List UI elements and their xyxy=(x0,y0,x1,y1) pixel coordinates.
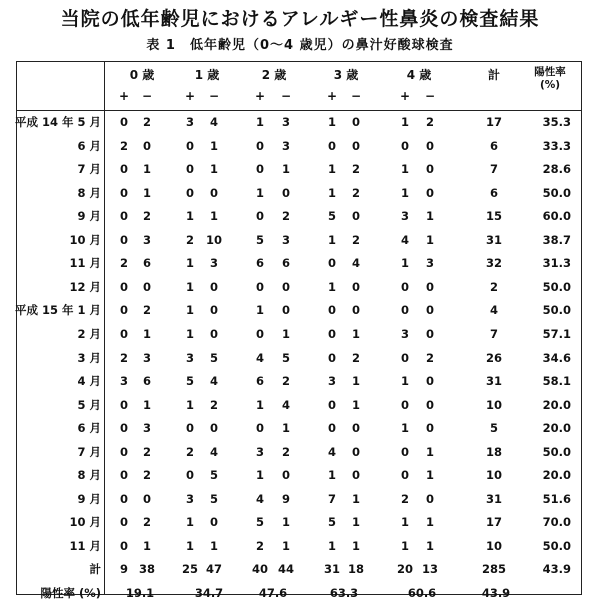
table-cell: 1 xyxy=(281,326,291,341)
table-cell: 2 xyxy=(119,256,129,271)
table-cell: 0 xyxy=(400,350,410,365)
rate-cell: 50.0 xyxy=(542,538,571,553)
table-cell: 1 xyxy=(351,374,361,389)
table-cell: 6 xyxy=(281,256,291,271)
table-cell: 47 xyxy=(205,562,223,577)
row-label: 平成 14 年 5 月 xyxy=(14,115,101,129)
total-cell: 6 xyxy=(489,138,499,153)
header-divider xyxy=(17,110,581,111)
minus-header: − xyxy=(208,89,220,103)
table-cell: 0 xyxy=(351,421,361,436)
table-cell: 0 xyxy=(425,303,435,318)
table-cell: 3 xyxy=(327,374,337,389)
table-cell: 0 xyxy=(281,185,291,200)
table-cell: 1 xyxy=(327,115,337,129)
table-cell: 1 xyxy=(351,491,361,506)
rate-cell: 34.6 xyxy=(542,350,571,365)
table-cell: 1 xyxy=(185,515,195,530)
table-cell: 2 xyxy=(119,350,129,365)
total-cell: 17 xyxy=(485,115,503,129)
table-cell: 6 xyxy=(142,256,152,271)
table-cell: 0 xyxy=(119,515,129,530)
table-cell: 0 xyxy=(142,138,152,153)
age-header: 4 歳 xyxy=(406,68,432,82)
table-cell: 1 xyxy=(327,232,337,247)
table-cell: 1 xyxy=(351,397,361,412)
table-cell: 5 xyxy=(255,515,265,530)
table-cell: 4 xyxy=(281,397,291,412)
table-cell: 1 xyxy=(400,162,410,177)
table-cell: 3 xyxy=(281,232,291,247)
row-label: 12 月 xyxy=(69,279,101,294)
table-cell: 0 xyxy=(425,162,435,177)
table-cell: 4 xyxy=(209,444,219,459)
table-cell: 0 xyxy=(185,162,195,177)
row-label: 7 月 xyxy=(77,162,101,177)
rate-cell: 43.9 xyxy=(542,562,571,577)
row-label: 7 月 xyxy=(77,444,101,459)
table-cell: 25 xyxy=(181,562,199,577)
table-cell: 3 xyxy=(185,491,195,506)
table-cell: 2 xyxy=(255,538,265,553)
rate-cell: 20.0 xyxy=(542,397,571,412)
table-cell: 4 xyxy=(255,350,265,365)
table-cell: 1 xyxy=(142,162,152,177)
total-cell: 17 xyxy=(485,515,503,530)
table-cell: 5 xyxy=(327,515,337,530)
total-header: 計 xyxy=(487,68,501,82)
table-cell: 3 xyxy=(209,256,219,271)
row-label: 8 月 xyxy=(77,185,101,200)
table-cell: 1 xyxy=(142,326,152,341)
table-cell: 4 xyxy=(209,115,219,129)
table-cell: 4 xyxy=(327,444,337,459)
positive-rate-cell: 60.6 xyxy=(407,586,437,600)
table-cell: 0 xyxy=(281,468,291,483)
age-header: 3 歳 xyxy=(333,68,359,82)
minus-header: − xyxy=(141,89,153,103)
table-cell: 0 xyxy=(425,326,435,341)
rate-header: 陽性率 xyxy=(534,66,566,78)
rate-cell: 51.6 xyxy=(542,491,571,506)
table-cell: 3 xyxy=(400,326,410,341)
table-cell: 4 xyxy=(351,256,361,271)
table-cell: 3 xyxy=(255,444,265,459)
total-cell: 5 xyxy=(489,421,499,436)
table-cell: 1 xyxy=(425,232,435,247)
table-cell: 0 xyxy=(209,303,219,318)
age-header: 0 歳 xyxy=(129,68,155,82)
table-cell: 2 xyxy=(351,232,361,247)
table-cell: 1 xyxy=(281,515,291,530)
table-cell: 5 xyxy=(209,491,219,506)
total-cell: 26 xyxy=(485,350,503,365)
table-cell: 0 xyxy=(119,185,129,200)
table-cell: 3 xyxy=(425,256,435,271)
table-cell: 13 xyxy=(421,562,439,577)
table-cell: 4 xyxy=(209,374,219,389)
table-cell: 38 xyxy=(138,562,156,577)
table-cell: 0 xyxy=(119,444,129,459)
rate-cell: 28.6 xyxy=(542,162,571,177)
table-cell: 0 xyxy=(142,279,152,294)
table-cell: 0 xyxy=(119,326,129,341)
table-cell: 4 xyxy=(255,491,265,506)
table-cell: 5 xyxy=(327,209,337,224)
table-cell: 1 xyxy=(142,185,152,200)
total-cell: 31 xyxy=(485,374,503,389)
row-label: 6 月 xyxy=(77,138,101,153)
total-cell: 31 xyxy=(485,491,503,506)
rate-cell: 50.0 xyxy=(542,303,571,318)
table-cell: 5 xyxy=(209,350,219,365)
table-cell: 0 xyxy=(400,444,410,459)
positive-rate-total: 43.9 xyxy=(481,586,511,600)
table-cell: 0 xyxy=(425,491,435,506)
table-cell: 1 xyxy=(351,326,361,341)
column-divider xyxy=(104,62,105,594)
table-cell: 0 xyxy=(425,374,435,389)
table-cell: 0 xyxy=(351,138,361,153)
table-cell: 0 xyxy=(119,397,129,412)
total-cell: 6 xyxy=(489,185,499,200)
positive-rate-cell: 19.1 xyxy=(125,586,155,600)
table-cell: 1 xyxy=(142,397,152,412)
table-caption xyxy=(0,34,600,53)
table-cell: 1 xyxy=(327,185,337,200)
table-cell: 1 xyxy=(327,538,337,553)
total-cell: 32 xyxy=(485,256,503,271)
table-cell: 0 xyxy=(119,279,129,294)
table-cell: 0 xyxy=(400,303,410,318)
table-cell: 2 xyxy=(142,115,152,129)
table-cell: 3 xyxy=(119,374,129,389)
total-cell: 285 xyxy=(481,562,507,577)
table-cell: 3 xyxy=(185,350,195,365)
table-cell: 0 xyxy=(119,232,129,247)
table-cell: 3 xyxy=(281,115,291,129)
table-cell: 1 xyxy=(281,538,291,553)
row-label: 10 月 xyxy=(69,515,101,530)
table-cell: 0 xyxy=(351,468,361,483)
table-cell: 1 xyxy=(281,421,291,436)
table-cell: 2 xyxy=(185,444,195,459)
table-cell: 3 xyxy=(142,350,152,365)
rate-cell: 70.0 xyxy=(542,515,571,530)
table-cell: 0 xyxy=(327,138,337,153)
plus-header: + xyxy=(399,89,411,103)
minus-header: − xyxy=(424,89,436,103)
total-cell: 10 xyxy=(485,397,503,412)
row-label: 4 月 xyxy=(77,374,101,389)
table-cell: 0 xyxy=(142,491,152,506)
row-label: 10 月 xyxy=(69,232,101,247)
row-label: 2 月 xyxy=(77,326,101,341)
positive-rate-label: 陽性率 (%) xyxy=(40,586,101,600)
table-cell: 0 xyxy=(351,279,361,294)
table-caption-text: 低年齢児（0〜4 歳児）の鼻汁好酸球検査 xyxy=(189,38,454,53)
table-cell: 9 xyxy=(281,491,291,506)
row-label: 5 月 xyxy=(77,397,101,412)
table-cell: 1 xyxy=(255,185,265,200)
table-cell: 1 xyxy=(185,326,195,341)
table-cell: 1 xyxy=(425,468,435,483)
table-cell: 0 xyxy=(400,279,410,294)
table-cell: 2 xyxy=(142,468,152,483)
table-cell: 0 xyxy=(351,115,361,129)
plus-header: + xyxy=(254,89,266,103)
rate-cell: 35.3 xyxy=(542,115,571,129)
table-cell: 1 xyxy=(400,115,410,129)
table-cell: 2 xyxy=(425,115,435,129)
table-cell: 1 xyxy=(281,162,291,177)
table-cell: 0 xyxy=(209,185,219,200)
table-cell: 2 xyxy=(119,138,129,153)
table-cell: 6 xyxy=(142,374,152,389)
row-label: 3 月 xyxy=(77,350,101,365)
table-cell: 20 xyxy=(396,562,414,577)
table-cell: 0 xyxy=(327,421,337,436)
table-cell: 0 xyxy=(327,303,337,318)
table-cell: 0 xyxy=(400,138,410,153)
table-cell: 4 xyxy=(400,232,410,247)
table-cell: 1 xyxy=(425,515,435,530)
table-cell: 44 xyxy=(277,562,295,577)
table-cell: 1 xyxy=(255,115,265,129)
table-cell: 3 xyxy=(185,115,195,129)
table-cell: 0 xyxy=(209,421,219,436)
table-cell: 0 xyxy=(119,303,129,318)
row-label: 計 xyxy=(89,562,101,577)
table-cell: 5 xyxy=(255,232,265,247)
table-cell: 2 xyxy=(400,491,410,506)
table-cell: 1 xyxy=(185,397,195,412)
table-cell: 3 xyxy=(142,232,152,247)
table-cell: 40 xyxy=(251,562,269,577)
table-cell: 1 xyxy=(209,138,219,153)
age-header: 1 歳 xyxy=(194,68,220,82)
results-table xyxy=(14,61,582,600)
table-cell: 0 xyxy=(209,326,219,341)
table-cell: 1 xyxy=(209,162,219,177)
table-cell: 2 xyxy=(142,303,152,318)
table-cell: 0 xyxy=(185,185,195,200)
rate-cell: 58.1 xyxy=(542,374,571,389)
total-cell: 10 xyxy=(485,538,503,553)
table-cell: 2 xyxy=(281,209,291,224)
table-cell: 6 xyxy=(255,256,265,271)
table-cell: 2 xyxy=(209,397,219,412)
table-cell: 0 xyxy=(209,279,219,294)
table-cell: 1 xyxy=(255,303,265,318)
table-cell: 3 xyxy=(400,209,410,224)
table-cell: 7 xyxy=(327,491,337,506)
table-cell: 0 xyxy=(351,303,361,318)
table-cell: 0 xyxy=(255,421,265,436)
table-cell: 1 xyxy=(142,538,152,553)
table-cell: 0 xyxy=(351,209,361,224)
table-cell: 2 xyxy=(351,185,361,200)
table-cell: 1 xyxy=(185,209,195,224)
rate-cell: 50.0 xyxy=(542,444,571,459)
total-cell: 10 xyxy=(485,468,503,483)
table-cell: 10 xyxy=(205,232,223,247)
table-cell: 1 xyxy=(209,209,219,224)
plus-header: + xyxy=(118,89,130,103)
table-cell: 5 xyxy=(185,374,195,389)
table-cell: 1 xyxy=(327,468,337,483)
table-cell: 0 xyxy=(425,397,435,412)
table-cell: 1 xyxy=(185,303,195,318)
table-cell: 0 xyxy=(119,115,129,129)
table-cell: 0 xyxy=(119,209,129,224)
table-cell: 1 xyxy=(400,515,410,530)
row-label: 11 月 xyxy=(69,256,101,271)
table-cell: 1 xyxy=(400,185,410,200)
table-cell: 2 xyxy=(281,374,291,389)
table-cell: 5 xyxy=(281,350,291,365)
table-cell: 6 xyxy=(255,374,265,389)
positive-rate-cell: 63.3 xyxy=(329,586,359,600)
table-cell: 0 xyxy=(425,138,435,153)
table-cell: 9 xyxy=(119,562,129,577)
table-cell: 1 xyxy=(400,374,410,389)
table-cell: 1 xyxy=(185,538,195,553)
rate-cell: 60.0 xyxy=(542,209,571,224)
page-title: 当院の低年齢児におけるアレルギー性鼻炎の検査結果 xyxy=(60,8,540,30)
rate-cell: 31.3 xyxy=(542,256,571,271)
table-cell: 1 xyxy=(425,538,435,553)
row-label: 9 月 xyxy=(77,209,101,224)
rate-cell: 50.0 xyxy=(542,279,571,294)
table-cell: 0 xyxy=(327,350,337,365)
table-cell: 0 xyxy=(255,162,265,177)
table-cell: 0 xyxy=(255,138,265,153)
table-cell: 0 xyxy=(119,538,129,553)
table-cell: 2 xyxy=(351,162,361,177)
table-cell: 0 xyxy=(255,279,265,294)
rate-cell: 20.0 xyxy=(542,468,571,483)
rate-cell: 20.0 xyxy=(542,421,571,436)
table-cell: 0 xyxy=(185,421,195,436)
table-cell: 0 xyxy=(119,162,129,177)
table-cell: 1 xyxy=(255,397,265,412)
table-cell: 1 xyxy=(255,468,265,483)
table-cell: 1 xyxy=(185,256,195,271)
minus-header: − xyxy=(350,89,362,103)
row-label: 8 月 xyxy=(77,468,101,483)
table-cell: 0 xyxy=(425,185,435,200)
table-cell: 0 xyxy=(400,468,410,483)
rate-cell: 38.7 xyxy=(542,232,571,247)
total-cell: 7 xyxy=(489,326,499,341)
table-cell: 2 xyxy=(351,350,361,365)
table-cell: 0 xyxy=(119,468,129,483)
minus-header: − xyxy=(280,89,292,103)
rate-cell: 57.1 xyxy=(542,326,571,341)
table-cell: 0 xyxy=(119,491,129,506)
rate-header-unit: (%) xyxy=(539,79,561,91)
total-cell: 7 xyxy=(489,162,499,177)
table-cell: 1 xyxy=(400,538,410,553)
table-cell: 2 xyxy=(142,444,152,459)
positive-rate-cell: 47.6 xyxy=(258,586,288,600)
table-cell: 2 xyxy=(185,232,195,247)
table-cell: 0 xyxy=(327,397,337,412)
table-cell: 18 xyxy=(347,562,365,577)
total-cell: 4 xyxy=(489,303,499,318)
total-cell: 31 xyxy=(485,232,503,247)
total-cell: 2 xyxy=(489,279,499,294)
table-cell: 0 xyxy=(255,209,265,224)
table-cell: 1 xyxy=(185,279,195,294)
rate-cell: 50.0 xyxy=(542,185,571,200)
table-cell: 1 xyxy=(425,444,435,459)
table-cell: 1 xyxy=(327,279,337,294)
table-cell: 2 xyxy=(281,444,291,459)
table-cell: 1 xyxy=(327,162,337,177)
plus-header: + xyxy=(184,89,196,103)
table-cell: 0 xyxy=(119,421,129,436)
table-cell: 31 xyxy=(323,562,341,577)
table-cell: 0 xyxy=(425,421,435,436)
table-cell: 1 xyxy=(425,209,435,224)
table-cell: 1 xyxy=(400,421,410,436)
table-cell: 2 xyxy=(142,209,152,224)
row-label: 6 月 xyxy=(77,421,101,436)
positive-rate-cell: 34.7 xyxy=(194,586,224,600)
table-cell: 2 xyxy=(142,515,152,530)
table-number: 表 1 xyxy=(146,38,176,53)
table-cell: 0 xyxy=(209,515,219,530)
row-label: 11 月 xyxy=(69,538,101,553)
table-cell: 0 xyxy=(425,279,435,294)
rate-cell: 33.3 xyxy=(542,138,571,153)
table-cell: 3 xyxy=(142,421,152,436)
table-cell: 0 xyxy=(351,444,361,459)
table-cell: 0 xyxy=(255,326,265,341)
table-cell: 1 xyxy=(351,515,361,530)
table-cell: 1 xyxy=(351,538,361,553)
table-cell: 0 xyxy=(281,279,291,294)
table-cell: 0 xyxy=(327,326,337,341)
table-cell: 0 xyxy=(327,256,337,271)
age-header: 2 歳 xyxy=(261,68,287,82)
total-cell: 15 xyxy=(485,209,503,224)
table-cell: 1 xyxy=(400,256,410,271)
row-label: 平成 15 年 1 月 xyxy=(14,303,101,318)
table-cell: 1 xyxy=(209,538,219,553)
table-cell: 3 xyxy=(281,138,291,153)
table-cell: 0 xyxy=(185,468,195,483)
table-cell: 0 xyxy=(400,397,410,412)
table-cell: 0 xyxy=(185,138,195,153)
row-label: 9 月 xyxy=(77,491,101,506)
table-cell: 5 xyxy=(209,468,219,483)
plus-header: + xyxy=(326,89,338,103)
table-cell: 0 xyxy=(281,303,291,318)
total-cell: 18 xyxy=(485,444,503,459)
table-cell: 2 xyxy=(425,350,435,365)
